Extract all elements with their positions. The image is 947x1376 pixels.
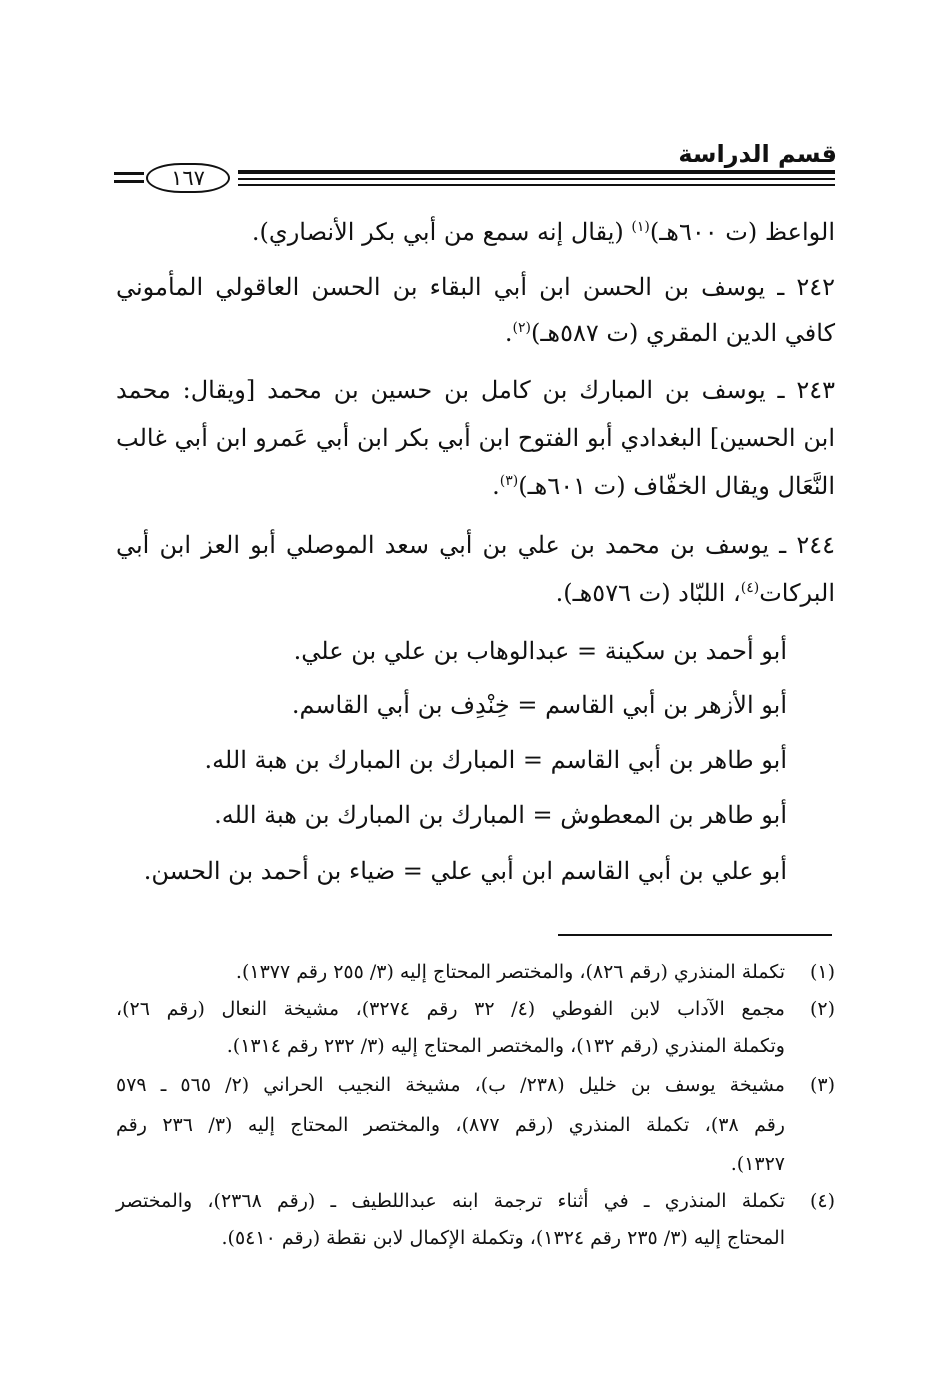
footnote-4-number: (٤) <box>809 1190 835 1212</box>
footnote-3 <box>116 1070 835 1100</box>
footnote-3-line-3: ١٣٢٧). <box>730 1153 785 1175</box>
kunya-line-2: أبو الأزهر بن أبي القاسم = خِنْدِف بن أبي القاسم. <box>291 691 787 719</box>
header-rule-thin-2 <box>238 184 835 186</box>
entry-244-line-2-text-a: البركات <box>759 579 835 607</box>
footnote-2-number: (٢) <box>809 998 835 1020</box>
footnote-3-number: (٣) <box>809 1074 835 1096</box>
footnote-1-number: (١) <box>809 961 835 983</box>
footnote-ref-4: (٤) <box>740 580 760 596</box>
header-rule-short-2 <box>114 180 144 183</box>
entry-243-line-1: ٢٤٣ ـ يوسف بن المبارك بن كامل بن حسين بن محمد [ويقال: محمد <box>116 376 835 404</box>
entry-242-line-2 <box>116 313 835 353</box>
entry-242-period: . <box>504 319 513 347</box>
body-line-1 <box>116 212 835 252</box>
kunya-line-1: أبو أحمد بن سكينة = عبدالوهاب بن علي بن علي. <box>293 637 787 665</box>
page-number: ١٦٧ <box>146 163 230 193</box>
kunya-line-5: أبو علي بن أبي القاسم ابن أبي علي = ضياء بن أحمد بن الحسن. <box>143 857 787 885</box>
footnote-separator <box>558 934 832 936</box>
entry-243-period: . <box>492 472 500 500</box>
kunya-line-3: أبو طاهر بن أبي القاسم = المبارك بن المبارك بن هبة الله. <box>204 746 787 774</box>
footnote-1-line-1: تكملة المنذري (رقم ٨٢٦)، والمختصر المحتاج إليه (٣/ ٢٥٥ رقم ١٣٧٧). <box>235 961 785 983</box>
footnote-ref-1: (١) <box>631 219 650 235</box>
entry-244-line-1: ٢٤٤ ـ يوسف بن محمد بن علي بن أبي سعد الموصلي أبو العز ابن أبي <box>116 531 835 559</box>
footnote-2-cont <box>116 1031 835 1061</box>
running-head-section-title: قسم الدراسة <box>678 140 837 168</box>
entry-244-line-2 <box>116 573 835 613</box>
entry-242-line-1: ٢٤٢ ـ يوسف بن الحسن ابن أبي البقاء بن الحسن العاقولي المأموني <box>116 273 835 301</box>
entry-243-line-3-text: النَّعَال ويقال الخفّاف (ت ٦٠١هـ) <box>518 472 835 500</box>
body-line-1-text-b: (يقال إنه سمع من أبي بكر الأنصاري). <box>251 218 624 246</box>
entry-242-line-2-text: كافي الدين المقري (ت ٥٨٧هـ) <box>531 319 835 347</box>
footnote-3-cont-1 <box>116 1110 835 1140</box>
footnote-ref-3: (٣) <box>499 473 519 489</box>
body-line-1-text-a: الواعظ (ت ٦٠٠هـ) <box>649 218 835 246</box>
footnote-ref-2: (٢) <box>512 320 532 336</box>
entry-243-line-2: ابن الحسين] البغدادي أبو الفتوح ابن أبي بكر ابن أبي عَمرو ابن أبي غالب <box>116 424 835 452</box>
kunya-line-4: أبو طاهر بن المعطوش = المبارك بن المبارك بن هبة الله. <box>214 801 787 829</box>
footnote-2-line-1: مجمع الآداب لابن الفوطي (٤/ ٣٢ رقم ٣٢٧٤)، مشيخة النعال (رقم ٢٦)، <box>116 998 785 1020</box>
footnote-3-line-2: رقم ٣٨)، تكملة المنذري (رقم ٨٧٧)، والمختصر المحتاج إليه (٣/ ٢٣٦ رقم <box>116 1114 785 1136</box>
footnote-2 <box>116 994 835 1024</box>
footnote-4-cont <box>116 1223 835 1253</box>
footnote-3-cont-2 <box>116 1149 835 1179</box>
footnote-4-line-1: تكملة المنذري ـ في أثناء ترجمة ابنه عبداللطيف ـ (رقم ٢٣٦٨)، والمختصر <box>116 1190 785 1212</box>
entry-244-line-2-text-b: ، اللبّاد (ت ٥٧٦هـ). <box>555 579 741 607</box>
header-rule-thin-1 <box>238 178 835 180</box>
footnote-3-line-1: مشيخة يوسف بن خليل (٢٣٨/ ب)، مشيخة النجيب الحراني (٢/ ٥٦٥ ـ ٥٧٩ <box>116 1074 785 1096</box>
footnote-4 <box>116 1186 835 1216</box>
footnote-2-line-2: وتكملة المنذري (رقم ١٣٢)، والمختصر المحتاج إليه (٣/ ٢٣٢ رقم ١٣١٤). <box>226 1035 785 1057</box>
footnote-4-line-2: المحتاج إليه (٣/ ٢٣٥ رقم ١٣٢٤)، وتكملة الإكمال لابن نقطة (رقم ٥٤١٠). <box>221 1227 785 1249</box>
header-rule-short-1 <box>114 172 144 175</box>
entry-243-line-3 <box>116 466 835 506</box>
footnote-1 <box>116 957 835 987</box>
header-rule-thick <box>238 170 835 174</box>
